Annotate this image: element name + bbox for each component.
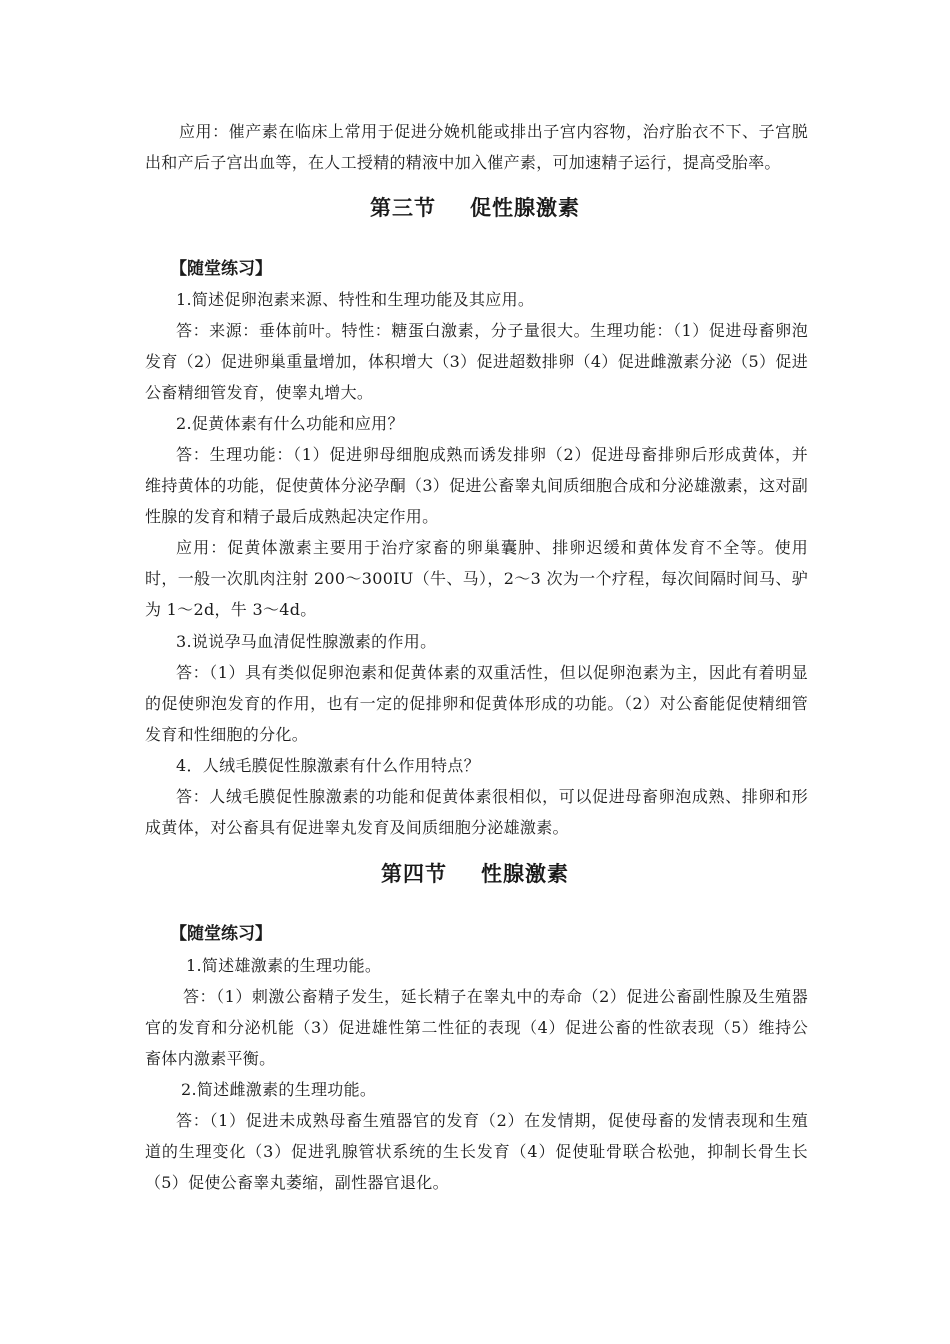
section-3-question-3: 3.说说孕马血清促性腺激素的作用。	[176, 632, 437, 651]
section-4-question-2: 2.简述雌激素的生理功能。	[181, 1080, 377, 1099]
section-3-number: 第三节	[370, 196, 436, 220]
section-4-question-1: 1.简述雄激素的生理功能。	[186, 956, 382, 975]
section-4-heading	[0, 858, 950, 888]
section-4-number: 第四节	[381, 862, 447, 886]
section-4-answer-1: 答：（1）刺激公畜精子发生，延长精子在睾丸中的寿命（2）促进公畜副性腺及生殖器官的发育和分泌机能（3）促进雄性第二性征的表现（4）促进公畜的性欲表现（5）维持公畜体内激素平衡。	[145, 987, 808, 1068]
section-3-question-4: 4．人绒毛膜促性腺激素有什么作用特点？	[176, 756, 480, 775]
section-3-answer-3: 答：（1）具有类似促卵泡素和促黄体素的双重活性，但以促卵泡素为主，因此有着明显的促使卵泡发育的作用，也有一定的促排卵和促黄体形成的功能。（2）对公畜能促使精细管发育和性细胞的分化。	[145, 663, 808, 744]
section-3-question-1: 1.简述促卵泡素来源、特性和生理功能及其应用。	[176, 290, 535, 309]
section-3-answer-1: 答：来源：垂体前叶。特性：糖蛋白激素，分子量很大。生理功能：（1）促进母畜卵泡发育（2）促进卵巢重量增加，体积增大（3）促进超数排卵（4）促进雌激素分泌（5）促进公畜精细管发育，使睾丸增大。	[145, 321, 808, 402]
section-3-answer-4: 答：人绒毛膜促性腺激素的功能和促黄体素很相似，可以促进母畜卵泡成熟、排卵和形成黄体，对公畜具有促进睾丸发育及间质细胞分泌雄激素。	[145, 787, 808, 837]
section-4-title: 性腺激素	[481, 862, 569, 886]
section-4-practice-label: 【随堂练习】	[170, 924, 272, 944]
section-3-practice-label: 【随堂练习】	[170, 259, 272, 279]
section-3-title: 促性腺激素	[470, 196, 580, 220]
section-3-question-2: 2.促黄体素有什么功能和应用？	[176, 414, 404, 433]
oxytocin-application-paragraph: 应用：催产素在临床上常用于促进分娩机能或排出子宫内容物，治疗胎衣不下、子宫脱出和产后子宫出血等，在人工授精的精液中加入催产素，可加速精子运行，提高受胎率。	[145, 122, 808, 172]
section-3-answer-2: 答：生理功能：（1）促进卵母细胞成熟而诱发排卵（2）促进母畜排卵后形成黄体，并维持黄体的功能，促使黄体分泌孕酮（3）促进公畜睾丸间质细胞合成和分泌雄激素，这对副性腺的发育和精子最后成熟起决定作用。	[145, 445, 808, 526]
section-3-answer-2-application: 应用：促黄体激素主要用于治疗家畜的卵巢囊肿、排卵迟缓和黄体发育不全等。使用时，一般一次肌肉注射 200～300IU（牛、马），2～3 次为一个疗程，每次间隔时间马、驴为 1～2d，牛 3～4d。	[145, 538, 808, 619]
section-4-answer-2: 答：（1）促进未成熟母畜生殖器官的发育（2）在发情期，促使母畜的发情表现和生殖道的生理变化（3）促进乳腺管状系统的生长发育（4）促使耻骨联合松弛，抑制长骨生长（5）促使公畜睾丸萎缩，副性器官退化。	[145, 1111, 808, 1192]
section-3-heading	[0, 192, 950, 222]
